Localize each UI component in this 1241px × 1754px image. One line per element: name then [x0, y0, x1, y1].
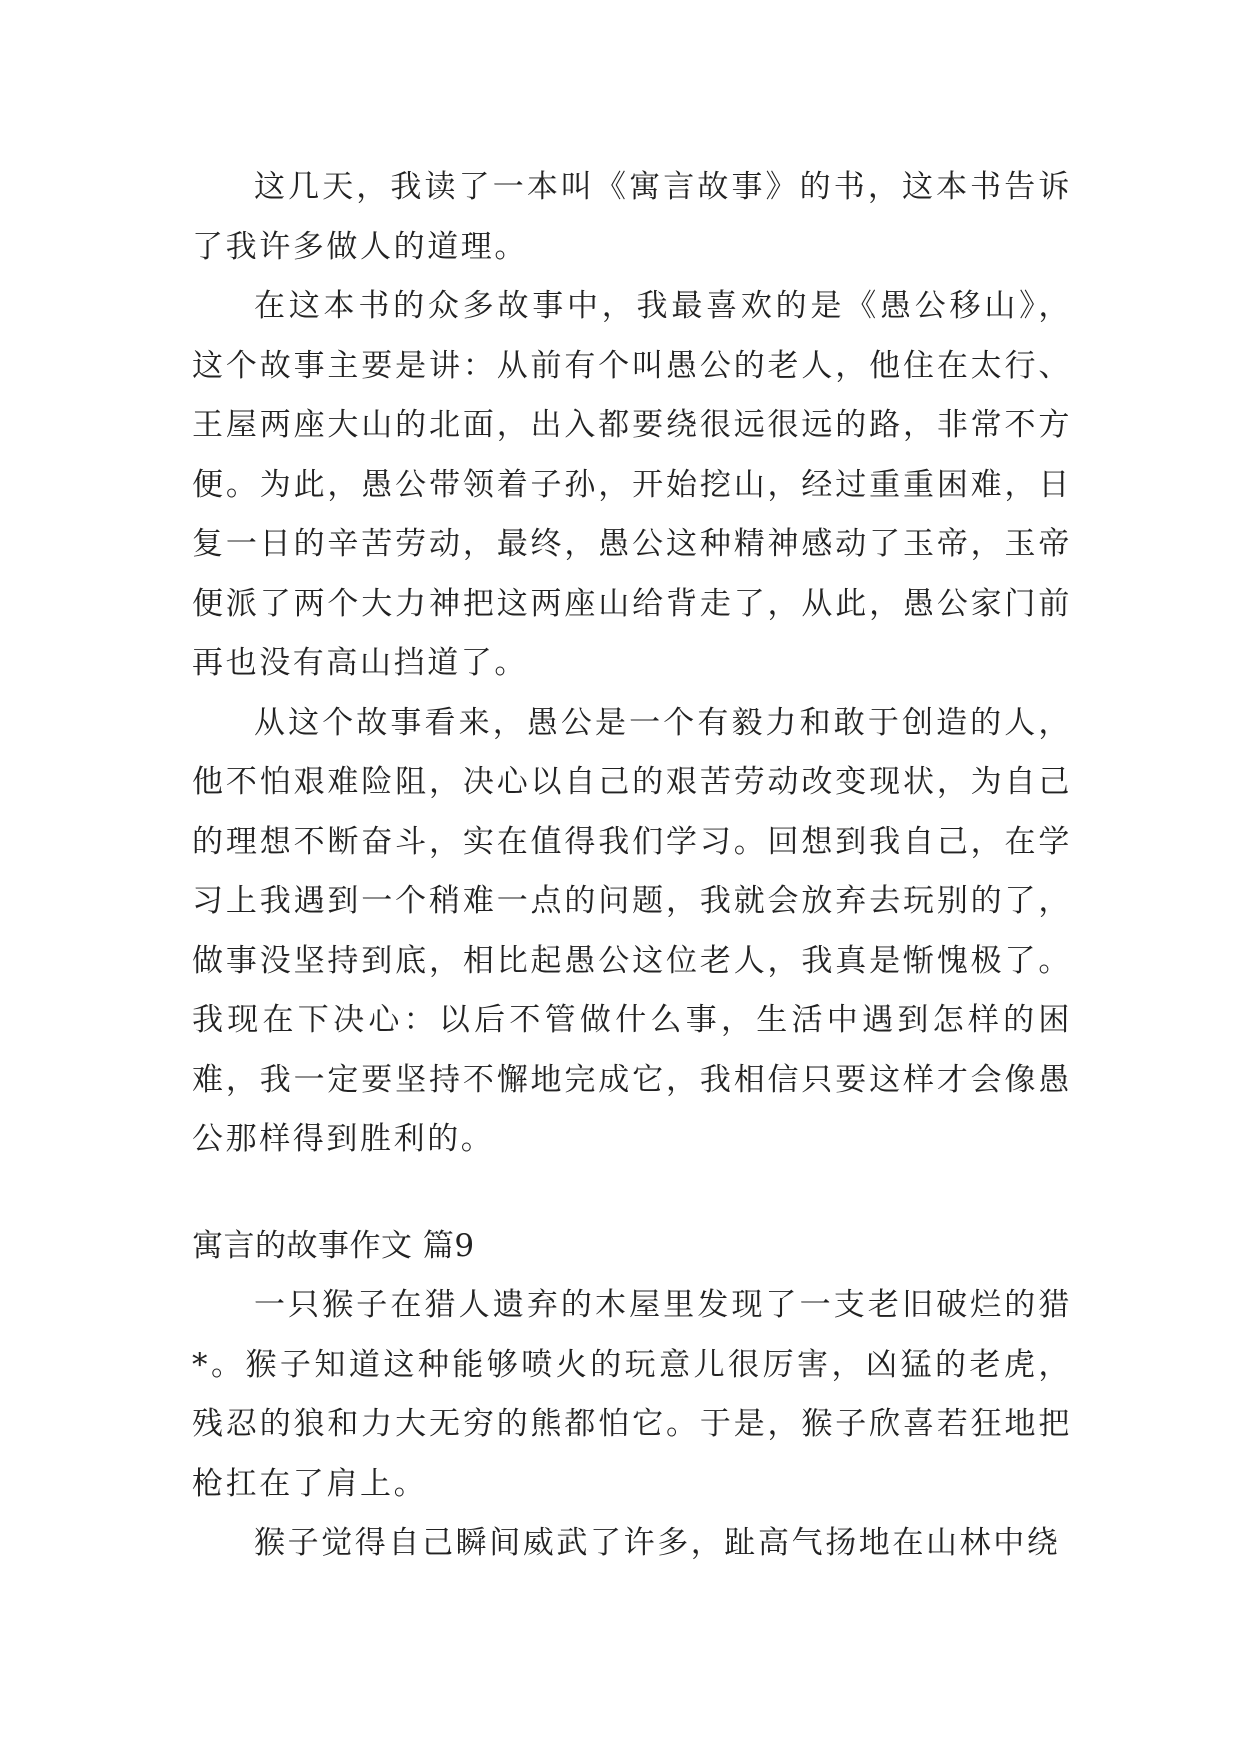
paragraph: 猴子觉得自己瞬间威武了许多，趾高气扬地在山林中绕: [254, 1525, 1061, 1561]
paragraph: 这几天，我读了一本叫《寓言故事》的书，这本书告诉了我许多做人的道理。: [192, 169, 1072, 265]
document-body: [192, 158, 1072, 1574]
paragraph: 从这个故事看来，愚公是一个有毅力和敢于创造的人，他不怕艰难险阻，决心以自己的艰苦劳动改变现状，为自己的理想不断奋斗，实在值得我们学习。回想到我自己，在学习上我遇到一个稍难一点的问题，我就会放弃去玩别的了，做事没坚持到底，相比起愚公这位老人，我真是惭愧极了。我现在下决心：以后不管做什么事，生活中遇到怎样的困难，我一定要坚持不懈地完成它，我相信只要这样才会像愚公那样得到胜利的。: [192, 704, 1072, 1157]
paragraph: 在这本书的众多故事中，我最喜欢的是《愚公移山》，这个故事主要是讲：从前有个叫愚公的老人，他住在太行、王屋两座大山的北面，出入都要绕很远很远的路，非常不方便。为此，愚公带领着子孙，开始挖山，经过重重困难，日复一日的辛苦劳动，最终，愚公这种精神感动了玉帝，玉帝便派了两个大力神把这两座山给背走了，从此，愚公家门前再也没有高山挡道了。: [192, 288, 1072, 681]
paragraph: 一只猴子在猎人遗弃的木屋里发现了一支老旧破烂的猎*。猴子知道这种能够喷火的玩意儿很厉害，凶猛的老虎，残忍的狼和力大无穷的熊都怕它。于是，猴子欣喜若狂地把枪扛在了肩上。: [192, 1287, 1072, 1502]
section-heading: 寓言的故事作文 篇9: [192, 1227, 475, 1264]
